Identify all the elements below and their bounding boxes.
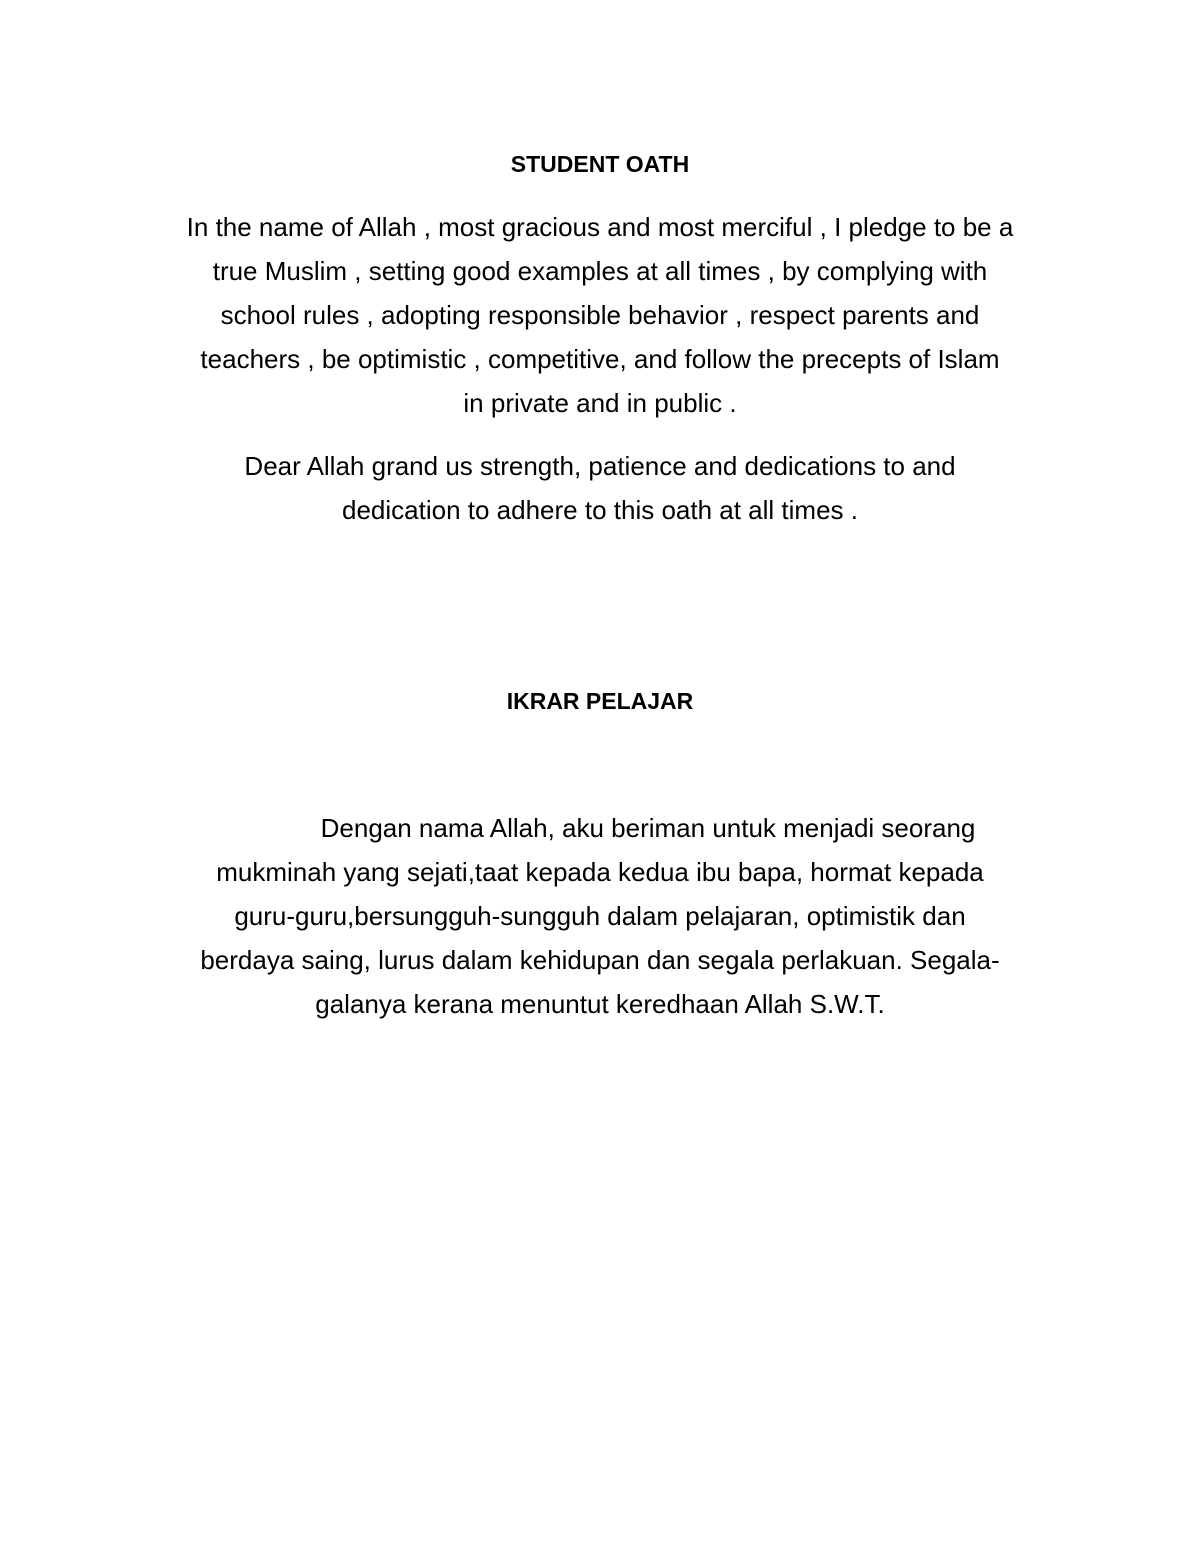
pledge-line: in private and in public . <box>463 388 737 418</box>
student-oath-prayer-paragraph <box>100 444 1100 532</box>
ikrar-pelajar-paragraph <box>100 806 1100 1026</box>
student-oath-title: STUDENT OATH <box>510 151 690 177</box>
ikrar-line: Dengan nama Allah, aku beriman untuk menjadi seorang <box>320 813 976 843</box>
pledge-line: teachers , be optimistic , competitive, and follow the precepts of Islam <box>200 344 1000 374</box>
prayer-line: Dear Allah grand us strength, patience and dedications to and <box>244 451 956 481</box>
prayer-line: dedication to adhere to this oath at all times . <box>342 495 858 525</box>
pledge-line: true Muslim , setting good examples at all times , by complying with <box>212 256 988 286</box>
ikrar-pelajar-title: IKRAR PELAJAR <box>506 688 694 714</box>
pledge-line: In the name of Allah , most gracious and most merciful , I pledge to be a <box>186 212 1014 242</box>
ikrar-line: berdaya saing, lurus dalam kehidupan dan segala perlakuan. Segala- <box>200 945 1000 975</box>
ikrar-line: galanya kerana menuntut keredhaan Allah S.W.T. <box>315 989 885 1019</box>
ikrar-line: mukminah yang sejati,taat kepada kedua ibu bapa, hormat kepada <box>216 857 984 887</box>
student-oath-pledge-paragraph <box>100 205 1100 425</box>
pledge-line: school rules , adopting responsible behavior , respect parents and <box>220 300 980 330</box>
ikrar-line: guru-guru,bersungguh-sungguh dalam pelajaran, optimistik dan <box>234 901 966 931</box>
